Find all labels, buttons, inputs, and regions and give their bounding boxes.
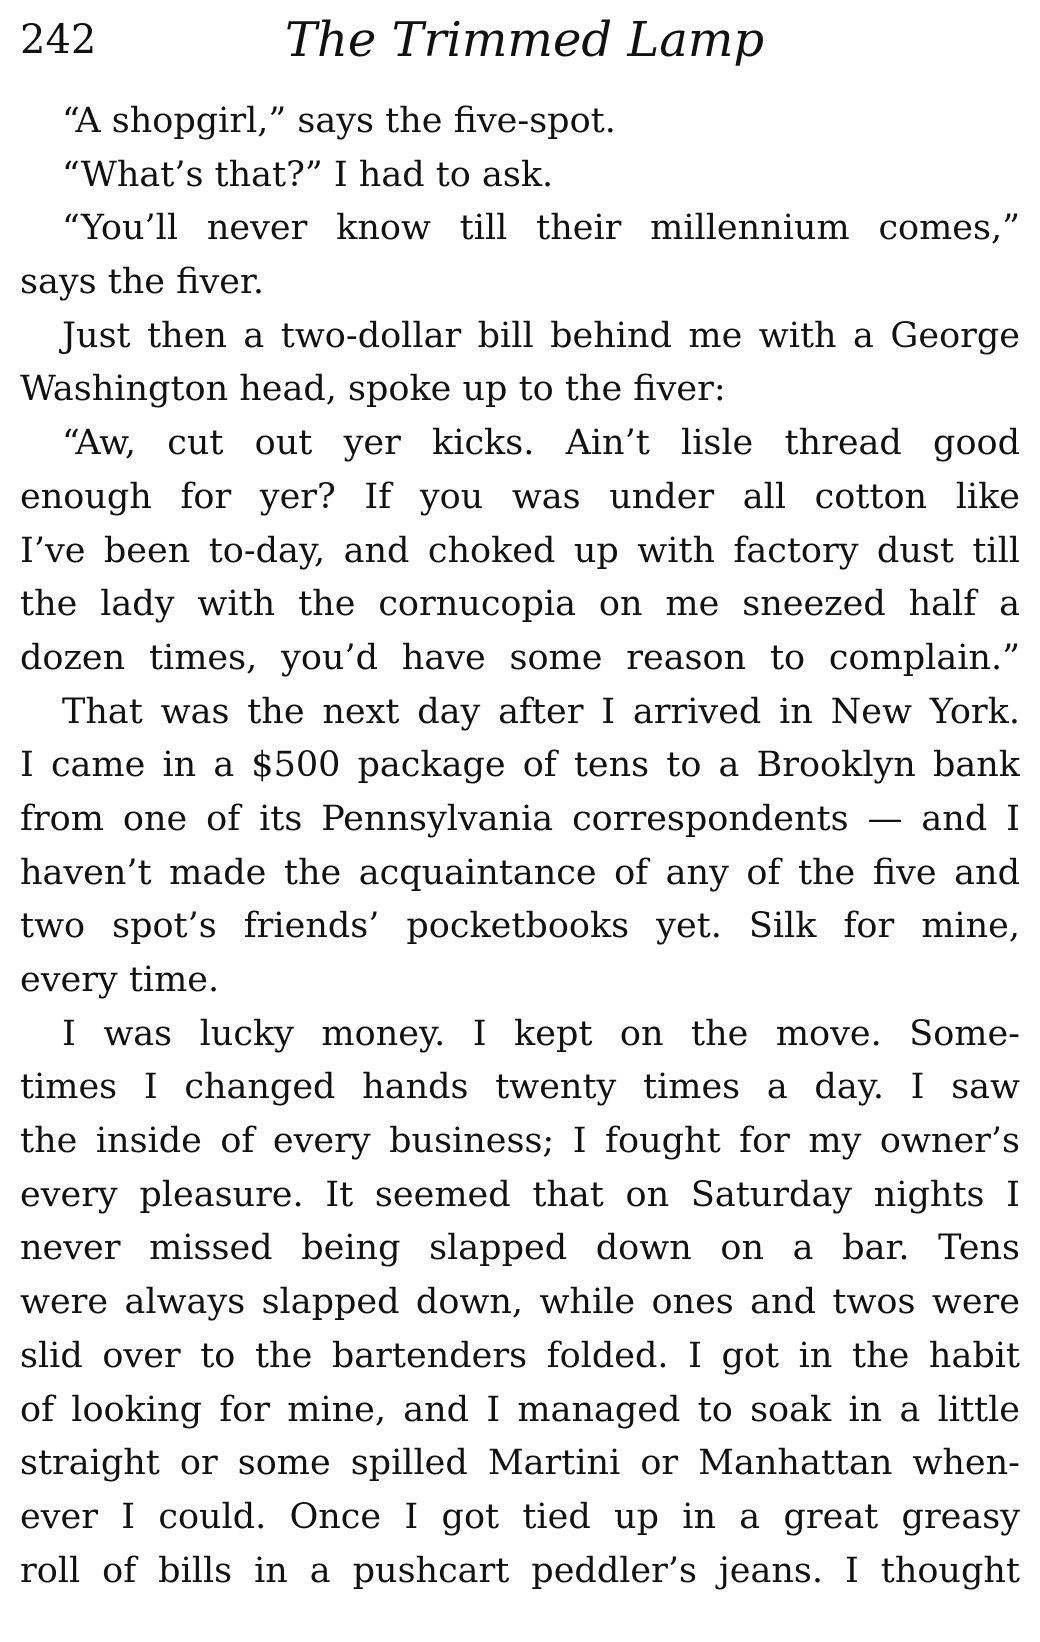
- text-line: That was the next day after I arrived in New York.: [62, 691, 1020, 732]
- text-line: times I changed hands twenty times a day. I saw: [20, 1067, 1020, 1108]
- text-line: I was lucky money. I kept on the move. Some-: [62, 1013, 1020, 1054]
- text-line: I came in a $500 package of tens to a Brooklyn bank: [20, 745, 1020, 786]
- book-page: [20, 0, 1020, 1591]
- running-title: The Trimmed Lamp: [285, 12, 765, 68]
- text-line: slid over to the bartenders folded. I got in the habit: [20, 1335, 1020, 1376]
- text-line: enough for yer? If you was under all cotton like: [20, 476, 1020, 517]
- text-line: from one of its Pennsylvania correspondents — and I: [20, 798, 1020, 839]
- text-line: “You’ll never know till their millennium comes,”: [62, 208, 1020, 249]
- text-line: every time.: [20, 960, 220, 1000]
- text-line: never missed being slapped down on a bar. Tens: [20, 1228, 1020, 1269]
- page-number: 242: [20, 17, 97, 63]
- text-line: the inside of every business; I fought for my owner’s: [20, 1121, 1020, 1162]
- text-line: were always slapped down, while ones and twos were: [20, 1282, 1020, 1323]
- page-header: [20, 0, 1020, 86]
- text-line: “Aw, cut out yer kicks. Ain’t lisle thread good: [62, 423, 1020, 464]
- text-line: two spot’s friends’ pocketbooks yet. Silk for mine,: [20, 906, 1020, 947]
- text-line: “A shopgirl,” says the five-spot.: [62, 101, 616, 141]
- text-line: Just then a two-dollar bill behind me with a George: [62, 315, 1020, 356]
- text-line: ever I could. Once I got tied up in a great greasy: [20, 1496, 1020, 1537]
- text-line: straight or some spilled Martini or Manhattan when-: [20, 1443, 1020, 1484]
- text-line: of looking for mine, and I managed to soak in a little: [20, 1389, 1020, 1430]
- text-line: “What’s that?” I had to ask.: [62, 154, 554, 195]
- text-line: every pleasure. It seemed that on Saturday nights I: [20, 1174, 1020, 1215]
- text-line: Washington head, spoke up to the fiver:: [20, 369, 726, 410]
- text-line: says the fiver.: [20, 262, 264, 303]
- body-text: [20, 95, 1020, 1598]
- text-line: I’ve been to-day, and choked up with factory dust till: [20, 530, 1020, 571]
- text-line: haven’t made the acquaintance of any of the five and: [20, 852, 1020, 893]
- text-line: roll of bills in a pushcart peddler’s jeans. I thought: [20, 1550, 1020, 1591]
- text-line: dozen times, you’d have some reason to complain.”: [20, 637, 1020, 678]
- text-line: the lady with the cornucopia on me sneezed half a: [20, 584, 1020, 625]
